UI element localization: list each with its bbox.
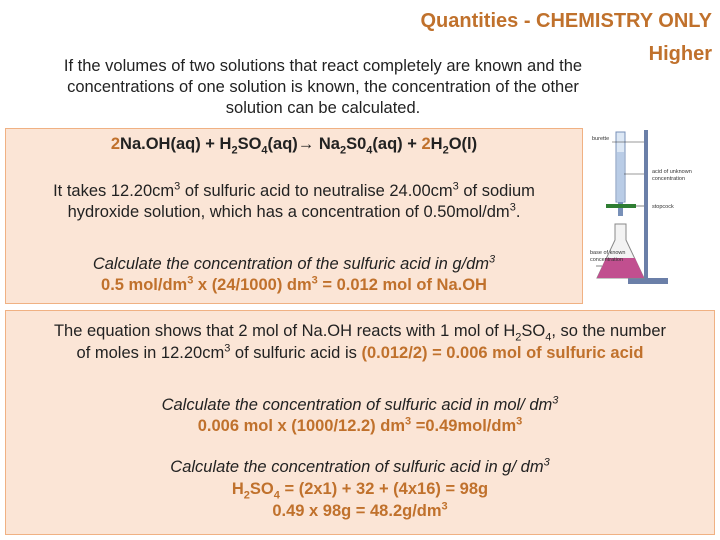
step3-question: Calculate the concentration of sulfuric acid in mol/ $dm^3$ xyxy=(161,394,559,414)
intro-text xyxy=(18,56,628,119)
step4-answer: 0.49 x $98g = 48.2g/dm^3$ xyxy=(272,500,448,520)
burette-flask-icon xyxy=(588,128,716,303)
step4-molar-mass: $H_2SO_4 = (2x1) + 32 + (4x16) = 98g$ xyxy=(231,480,489,502)
problem-line: It takes $12.20cm^3$ of sulfuric acid to neutralise $24.00cm^3$ of sodium xyxy=(53,180,535,200)
intro-line: solution can be calculated. xyxy=(225,99,421,117)
step1-answer: 0.5 mol/$dm^3$ x (24/1000) $dm^3 = 0.012$ mol of Na.OH xyxy=(101,274,487,294)
intro-line: If the volumes of two solutions that react completely are known and the xyxy=(63,57,583,75)
step1-question: Calculate the concentration of the sulfuric acid in $g/dm^3$ xyxy=(92,253,496,273)
burette-label: burette xyxy=(592,136,610,142)
titration-apparatus xyxy=(588,128,716,303)
step4-question: Calculate the concentration of sulfuric acid in g/ $dm^3$ xyxy=(170,456,550,476)
base-label-2: concentration xyxy=(590,257,624,263)
step2-line: The equation shows that 2 mol of Na.OH reacts with 1 mol of $H_2SO_4$, so the number xyxy=(53,322,667,344)
problem-line: hydroxide solution, which has a concentration of $0.50mol/dm^3$. xyxy=(67,201,521,221)
step3-answer: 0.006 mol x (1000/12.2) $dm^3 =0.49mol/dm^3$ xyxy=(197,415,523,435)
intro-line: concentrations of one solution is known, the concentration of the other xyxy=(67,78,579,96)
acid-label: acid of unknown xyxy=(652,169,692,175)
page-subtitle: Higher xyxy=(648,43,712,65)
base-label: base of known xyxy=(590,250,626,256)
acid-label-2: concentration xyxy=(652,176,686,182)
solution-box xyxy=(5,310,715,535)
step2-line: of moles in $12.20cm^3$ of sulfuric acid is (0.012/2) = 0.006 mol of sulfuric acid xyxy=(76,342,644,362)
stopcock-label: stopcock xyxy=(652,204,674,210)
problem-box xyxy=(5,128,583,304)
page-title: Quantities - CHEMISTRY ONLY xyxy=(420,10,712,32)
chemical-equation: $2Na.OH(aq) + H_2SO_4(aq)\to Na_2S0_4(aq) + 2H_2O(l)$ xyxy=(110,135,478,157)
